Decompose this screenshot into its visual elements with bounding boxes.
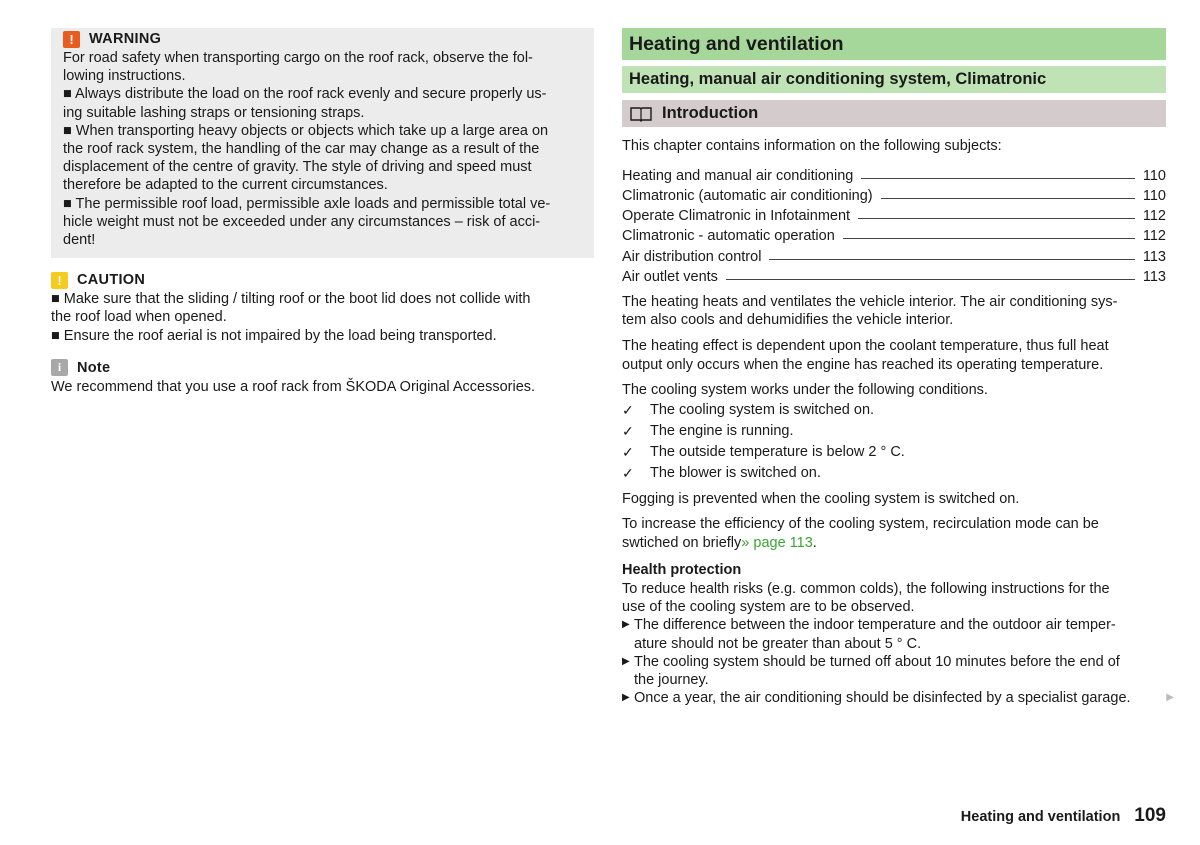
list-item-text: The difference between the indoor temperature and the outdoor air temper- [634, 617, 1116, 634]
info-icon: i [51, 359, 68, 376]
list-item-text: The engine is running. [650, 423, 794, 440]
note-text: We recommend that you use a roof rack from ŠKODA Original Accessories. [51, 378, 536, 395]
paragraph-text: Fogging is prevented when the cooling system is switched on. [622, 490, 1020, 507]
warning-line: ■ When transporting heavy objects or objects which take up a large area on [63, 122, 549, 139]
table-of-contents [622, 164, 1166, 285]
check-icon: ✓ [622, 422, 634, 439]
page-footer [961, 805, 1166, 827]
warning-box [51, 28, 594, 258]
caution-line: ■ Make sure that the sliding / tilting roof or the boot lid does not collide with [51, 291, 531, 308]
toc-entry[interactable] [622, 204, 1166, 224]
paragraph-line: output only occurs when the engine has reached its operating temperature. [622, 356, 1104, 373]
warning-line: therefore be adapted to the current circumstances. [63, 177, 388, 194]
page-link[interactable]: » page 113 [741, 534, 813, 551]
toc-title: Air outlet vents [622, 268, 718, 285]
warning-line: displacement of the centre of gravity. The style of driving and speed must [63, 159, 532, 176]
note-block [51, 358, 594, 396]
warning-line: ■ The permissible roof load, permissible axle loads and permissible total ve- [63, 195, 551, 212]
toc-entry[interactable] [622, 224, 1166, 244]
warning-header [63, 29, 580, 49]
warning-line: lowing instructions. [63, 68, 186, 85]
caution-block [51, 270, 594, 345]
warning-line: hicle weight must not be exceeded under any circumstances – risk of acci- [63, 213, 541, 230]
paragraph-line [622, 534, 1166, 553]
toc-title: Heating and manual air conditioning [622, 167, 854, 184]
list-item [622, 653, 1166, 689]
warning-icon: ! [63, 31, 80, 48]
footer-title: Heating and ventilation [960, 809, 1121, 825]
list-item-text: the journey. [634, 672, 709, 689]
paragraph-end: . [812, 534, 817, 551]
toc-leader [858, 218, 1135, 219]
list-item-text: Once a year, the air conditioning should be disinfected by a specialist garage. [634, 690, 1131, 707]
check-icon: ✓ [622, 443, 634, 460]
note-header [51, 358, 594, 378]
toc-page: 110 [1142, 187, 1166, 204]
list-item [622, 463, 1166, 484]
toc-title: Climatronic - automatic operation [622, 228, 835, 245]
continue-arrow-icon: ▶ [1166, 692, 1174, 704]
paragraph-text: swtiched on briefly [622, 534, 742, 551]
toc-title: Climatronic (automatic air conditioning) [622, 187, 873, 204]
list-item-text: ature should not be greater than about 5 ° C. [634, 635, 922, 652]
list-item [622, 442, 1166, 463]
list-item [622, 689, 1174, 707]
toc-leader [726, 279, 1135, 280]
warning-line: the roof rack system, the handling of the car may change as a result of the [63, 141, 540, 158]
caution-line: the roof load when opened. [51, 309, 227, 326]
toc-page: 113 [1142, 268, 1166, 285]
toc-page: 112 [1142, 228, 1166, 245]
warning-line: dent! [63, 232, 96, 249]
check-icon: ✓ [622, 464, 634, 481]
paragraph-line: tem also cools and dehumidifies the vehicle interior. [622, 312, 954, 329]
health-title: Health protection [622, 562, 742, 579]
list-item [622, 400, 1166, 421]
toc-title: Air distribution control [622, 248, 762, 265]
toc-entry[interactable] [622, 244, 1166, 264]
toc-page: 110 [1142, 167, 1166, 184]
warning-label: WARNING [89, 31, 162, 47]
paragraph-line: To reduce health risks (e.g. common colds), the following instructions for the [622, 581, 1110, 598]
toc-entry[interactable] [622, 265, 1166, 285]
warning-line: ■ Always distribute the load on the roof rack evenly and secure properly us- [63, 86, 547, 103]
caution-line: ■ Ensure the roof aerial is not impaired by the load being transported. [51, 327, 497, 344]
triangle-bullet-icon: ▶ [622, 619, 630, 631]
paragraph-text: The cooling system works under the following conditions. [622, 382, 988, 399]
caution-label: CAUTION [77, 272, 146, 289]
chapter-title: Heating and ventilation [622, 28, 1166, 60]
caution-header [51, 270, 594, 290]
note-label: Note [77, 359, 111, 376]
list-item-text: The blower is switched on. [650, 465, 821, 482]
conditions-list [622, 400, 1166, 484]
toc-page: 112 [1142, 208, 1166, 225]
caution-icon: ! [51, 272, 68, 289]
section-title: Heating, manual air conditioning system, Climatronic [622, 66, 1166, 93]
toc-leader [843, 238, 1135, 239]
toc-entry[interactable] [622, 164, 1166, 184]
list-item [622, 616, 1166, 652]
warning-line: ing suitable lashing straps or tensioning straps. [63, 104, 365, 121]
list-item-text: The outside temperature is below 2 ° C. [650, 444, 905, 461]
paragraph-line: use of the cooling system are to be observed. [622, 599, 915, 616]
toc-title: Operate Climatronic in Infotainment [622, 208, 851, 225]
toc-leader [861, 178, 1135, 179]
toc-leader [881, 198, 1135, 199]
right-column [622, 28, 1174, 707]
subsection-title [622, 100, 1166, 127]
toc-entry[interactable] [622, 184, 1166, 204]
paragraph-line: The heating heats and ventilates the vehicle interior. The air conditioning sys- [622, 293, 1118, 310]
subsection-label: Introduction [662, 104, 759, 122]
warning-line: For road safety when transporting cargo on the roof rack, observe the fol- [63, 50, 533, 66]
intro-text: This chapter contains information on the following subjects: [622, 138, 1002, 154]
left-column [51, 28, 594, 396]
list-item-text: The cooling system is switched on. [650, 402, 875, 419]
list-item [622, 421, 1166, 442]
toc-page: 113 [1142, 248, 1166, 265]
list-item-text: The cooling system should be turned off about 10 minutes before the end of [634, 653, 1120, 670]
triangle-bullet-icon: ▶ [622, 655, 630, 667]
page-number: 109 [1134, 805, 1166, 826]
paragraph-line: The heating effect is dependent upon the coolant temperature, thus full heat [622, 337, 1109, 354]
triangle-bullet-icon: ▶ [622, 692, 630, 704]
book-icon [629, 106, 653, 122]
paragraph-line: To increase the efficiency of the cooling system, recirculation mode can be [622, 516, 1099, 533]
check-icon: ✓ [622, 401, 634, 418]
toc-leader [769, 259, 1134, 260]
